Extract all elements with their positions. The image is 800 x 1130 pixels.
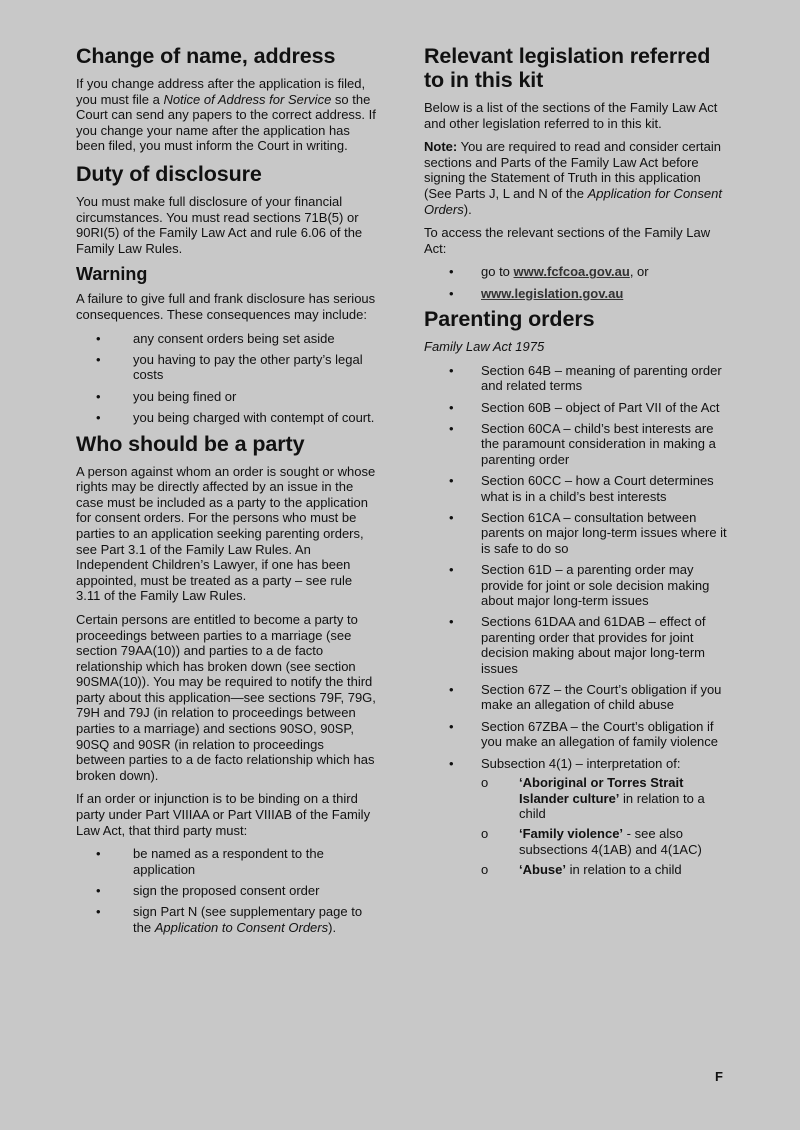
heading-parenting-orders: Parenting orders [424,307,595,332]
interpretation-sublist [481,775,728,877]
list-item: • you being charged with contempt of court. [96,410,375,426]
list-item: • sign the proposed consent order [96,883,320,899]
list-item: • any consent orders being set aside [96,330,335,346]
list-item: • www.legislation.gov.au [449,285,624,301]
list-item: • Section 60B – object of Part VII of the Act [449,399,720,415]
list-item: • you being fined or [96,388,237,404]
heading-relevant-legislation: Relevant legislation referred to in this kit [424,44,711,92]
heading-warning: Warning [76,264,148,285]
list-item: • Section 60CC – how a Court determines what is in a child’s best interests [449,473,714,504]
heading-duty-of-disclosure: Duty of disclosure [76,161,262,186]
list-item: • Subsection 4(1) – interpretation of: o ‘Aboriginal or Torres Strait Islander culture’ in relation to a child o ‘Family violence’ - see also subsections 4(1AB) and 4(1AC) o ‘Abuse’ in relation to a child [424,756,728,878]
fcfcoa-link[interactable]: www.fcfcoa.gov.au [513,264,630,280]
list-item: • Sections 61DAA and 61DAB – effect of parenting order that provides for joint decision making about major long-term issues [449,614,706,676]
list-item: • be named as a respondent to the application [96,846,324,877]
left-column [76,44,376,941]
list-item: • Section 64B – meaning of parenting order and related terms [449,362,722,394]
access-paragraph: To access the relevant sections of the Family Law Act: [424,225,711,256]
sub-list-item: o ‘Aboriginal or Torres Strait Islander culture’ in relation to a child [481,775,705,821]
legislation-paragraph: Below is a list of the sections of the Family Law Act and other legislation referred to in this kit. [424,100,718,131]
list-item: • sign Part N (see supplementary page to the Application to Consent Orders). [96,904,363,935]
sub-list-item: o ‘Abuse’ in relation to a child [481,862,682,878]
heading-who-should-be-a-party: Who should be a party [76,431,305,456]
party-paragraph-2: Certain persons are entitled to become a party to proceedings between parties to a marriage (see section 79AA(10)) and parties to a de facto relationship which has broken down (see section 90SMA(10)). You may be required to notify the third party about this application—see sections 79F, 79G, 79H and 79J (in relation to proceedings between parties to a marriage) and sections 90SO, 90SP, 90SQ and 90SR (in relation to proceedings between parties to a de facto relationship which has broken down). [76,611,376,783]
list-item: • Section 61D – a parenting order may provide for joint or sole decision making about major long-term issues [449,562,710,609]
list-item: • Section 60CA – child’s best interests are the paramount consideration in making a parenting order [449,420,716,467]
warning-list [76,331,376,426]
legislation-link[interactable]: www.legislation.gov.au [481,285,624,301]
list-item: • Section 67ZBA – the Court’s obligation if you make an allegation of family violence [449,718,719,750]
links-list [424,264,728,301]
parenting-sections-list [424,363,728,878]
duty-paragraph: You must make full disclosure of your financial circumstances. You must read sections 71B(5) or 90RI(5) of the Family Law Act and rule 6.06 of the Family Law Rules. [76,193,363,256]
warning-paragraph: A failure to give full and frank disclosure has serious consequences. These consequences may include: [76,291,376,322]
party-paragraph-1: A person against whom an order is sought or whose rights may be directly affected by an issue in the case must be included as a party to the application for consent orders. For the persons who must be parties to an application seeking parenting orders, see Part 3.1 of the Family Law Rules. An Independent Children’s Lawyer, if one has been appointed, must be treated as a party – see rule 3.11 of the Family Law Rules. [76,463,376,604]
right-column [424,44,728,884]
act-title: Family Law Act 1975 [424,339,545,355]
list-item: • Section 67Z – the Court’s obligation if you make an allegation of child abuse [449,682,722,713]
note-paragraph: Note: You are required to read and consider certain sections and Parts of the Family Law Act before signing the Statement of Truth in this application (See Parts J, L and N of the Application for Consent Orders). [424,139,722,217]
heading-change-of-name: Change of name, address [76,44,336,68]
list-item: • Section 61CA – consultation between parents on major long-term issues where it is safe to do so [449,510,727,556]
third-party-list [76,846,376,935]
party-paragraph-3: If an order or injunction is to be binding on a third party under Part VIIIAA or Part VIIIAB of the Family Law Act, that third party must: [76,791,371,838]
list-item: • you having to pay the other party’s legal costs [96,351,363,383]
page-letter: F [715,1069,723,1084]
change-paragraph: If you change address after the application is filed, you must file a Notice of Address for Service so the Court can send any papers to the correct address. If you change your name after the application has been filed, you must inform the Court in writing. [76,76,376,154]
sub-list-item: o ‘Family violence’ - see also subsections 4(1AB) and 4(1AC) [481,826,702,857]
list-item: • go to www.fcfcoa.gov.au, or [449,264,649,280]
